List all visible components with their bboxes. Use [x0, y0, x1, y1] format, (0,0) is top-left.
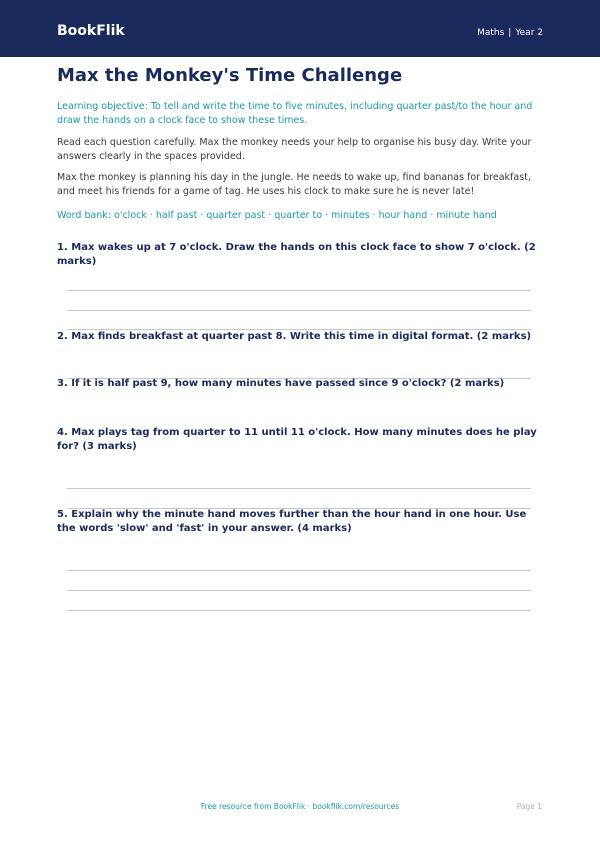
- answer-line[interactable]: [67, 590, 531, 591]
- word-bank: Word bank: o'clock · half past · quarter past · quarter to · minutes · hour hand · minute hand: [57, 210, 497, 221]
- story-paragraph: Max the monkey is planning his day in the jungle. He needs to wake up, find bananas for breakfast, and meet his friends for a game of tag. He uses his clock to make sure he is never late!: [57, 172, 531, 197]
- intro-paragraph: Read each question carefully. Max the monkey needs your help to organise his busy day. Write your answers clearly in the spaces provided.: [57, 137, 532, 162]
- question-2: 2. Max finds breakfast at quarter past 8. Write this time in digital format. (2 marks): [57, 331, 532, 342]
- answer-line[interactable]: [67, 488, 531, 489]
- meta-separator: |: [508, 28, 512, 38]
- question-5: 5. Explain why the minute hand moves further than the hour hand in one hour. Use the words 'slow' and 'fast' in your answer. (4 marks): [57, 509, 527, 534]
- question-4: 4. Max plays tag from quarter to 11 until 11 o'clock. How many minutes does he play for? (3 marks): [57, 427, 537, 452]
- answer-line[interactable]: [67, 310, 531, 311]
- header-meta: [477, 27, 543, 39]
- footer-credit: Free resource from BookFlik · bookflik.com/resources: [200, 802, 400, 811]
- question-1: 1. Max wakes up at 7 o'clock. Draw the hands on this clock face to show 7 o'clock. (2 marks): [57, 242, 536, 267]
- answer-line[interactable]: [67, 610, 531, 611]
- learning-objective: Learning objective: To tell and write the time to five minutes, including quarter past/to the hour and draw the hands on a clock face to show these times.: [57, 101, 533, 126]
- page-number: Page 1: [516, 802, 542, 811]
- year-label: Year 2: [515, 28, 543, 38]
- question-3: 3. If it is half past 9, how many minutes have passed since 9 o'clock? (2 marks): [57, 378, 505, 389]
- answer-line[interactable]: [67, 290, 531, 291]
- answer-line[interactable]: [67, 570, 531, 571]
- subject-label: Maths: [477, 28, 505, 38]
- page-header: [0, 0, 600, 57]
- page-title: Max the Monkey's Time Challenge: [57, 65, 403, 86]
- brand-logo-text: BookFlik: [57, 23, 125, 39]
